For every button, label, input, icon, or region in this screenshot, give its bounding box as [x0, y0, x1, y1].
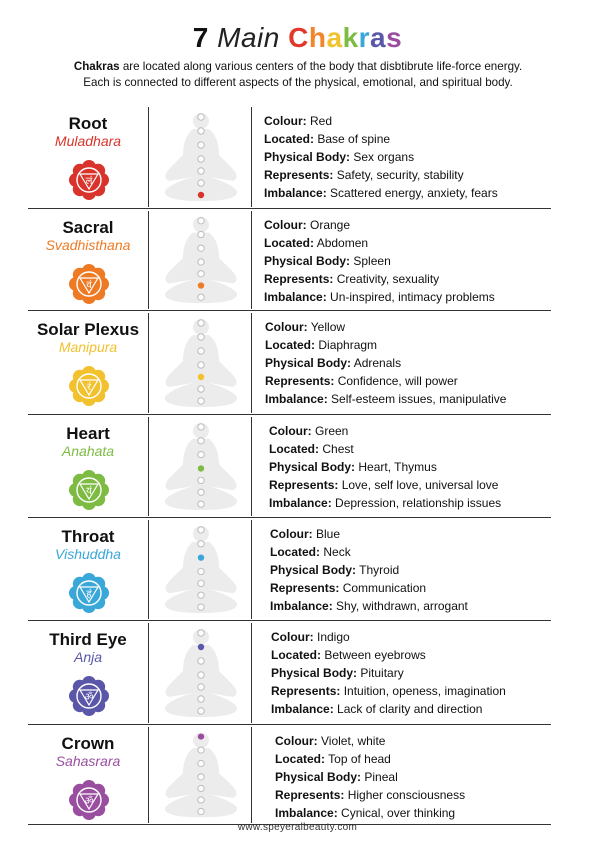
chakra-info-colour — [271, 628, 561, 646]
chakra-info — [269, 422, 559, 512]
chakra-row-third-eye — [28, 621, 551, 725]
info-label: Physical Body: — [275, 770, 362, 784]
info-value: Top of head — [328, 752, 391, 766]
info-label: Colour: — [264, 114, 307, 128]
info-label: Physical Body: — [270, 563, 357, 577]
info-label: Colour: — [270, 527, 313, 541]
info-value: Red — [310, 114, 333, 128]
info-label: Physical Body: — [269, 460, 356, 474]
chakra-row-solar-plexus — [28, 311, 551, 415]
info-label: Represents: — [264, 272, 334, 286]
chakra-info-physical — [275, 768, 565, 786]
chakra-table — [28, 105, 551, 825]
sacral-chakra-icon — [68, 263, 110, 305]
chakra-name: Crown — [61, 734, 115, 753]
info-value: Orange — [310, 218, 351, 232]
chakra-name: Solar Plexus — [36, 320, 140, 339]
heart-chakra-icon — [68, 469, 110, 511]
chakra-info-colour — [270, 525, 560, 543]
info-label: Represents: — [275, 788, 345, 802]
chakra-info-physical — [264, 148, 554, 166]
chakra-glyph: ॐ — [84, 796, 94, 807]
chakra-row-sacral — [28, 209, 551, 311]
info-label: Represents: — [265, 374, 335, 388]
title-letter: a — [326, 22, 343, 53]
chakra-info-located — [265, 336, 555, 354]
chakra-info-located — [264, 234, 554, 252]
chakra-glyph: ॐ — [84, 692, 94, 703]
info-value: Depression, relationship issues — [335, 496, 502, 510]
intro-line-1-rest: are located along various centers of the body that disbtibrute life-force energy. — [119, 60, 523, 73]
chakra-info — [264, 112, 554, 202]
chakra-info-colour — [265, 318, 555, 336]
chakra-info-located — [271, 646, 561, 664]
info-label: Physical Body: — [264, 150, 351, 164]
throat-chakra-icon — [68, 572, 110, 614]
meditation-figure — [148, 623, 252, 723]
title-letter: a — [370, 22, 387, 53]
chakra-info-represents — [264, 166, 554, 184]
info-label: Colour: — [271, 630, 314, 644]
info-value: Adrenals — [353, 356, 402, 370]
title-letter: h — [308, 22, 327, 53]
info-label: Represents: — [271, 684, 341, 698]
info-value: Intuition, openess, imagination — [343, 684, 506, 698]
info-value: Diaphragm — [318, 338, 378, 352]
chakra-info-imbalance — [264, 184, 554, 202]
info-label: Located: — [275, 752, 326, 766]
info-label: Colour: — [269, 424, 312, 438]
chakra-info-physical — [271, 664, 561, 682]
info-label: Physical Body: — [271, 666, 358, 680]
info-label: Located: — [264, 236, 315, 250]
chakra-info-imbalance — [269, 494, 559, 512]
chakra-info-located — [275, 750, 565, 768]
chakra-info-represents — [270, 579, 560, 597]
info-value: Cynical, over thinking — [341, 806, 456, 820]
info-label: Colour: — [275, 734, 318, 748]
info-value: Communication — [342, 581, 427, 595]
info-value: Abdomen — [316, 236, 369, 250]
chakra-info-imbalance — [270, 597, 560, 615]
chakra-sanskrit-name: Muladhara — [54, 133, 122, 149]
chakra-info — [264, 216, 554, 306]
title-word — [288, 22, 402, 53]
chakra-glyph: यं — [86, 486, 92, 497]
solar-plexus-chakra-icon — [68, 365, 110, 407]
meditation-figure — [148, 417, 252, 516]
info-value: Love, self love, universal love — [341, 478, 499, 492]
chakra-sanskrit-name: Manipura — [58, 339, 118, 355]
chakra-sanskrit-name: Svadhisthana — [45, 237, 131, 253]
chakra-info-imbalance — [271, 700, 561, 718]
info-value: Sex organs — [353, 150, 415, 164]
info-label: Located: — [271, 648, 322, 662]
chakra-info-located — [269, 440, 559, 458]
info-value: Self-esteem issues, manipulative — [331, 392, 507, 406]
chakra-info — [265, 318, 555, 408]
info-label: Colour: — [264, 218, 307, 232]
chakra-info-imbalance — [275, 804, 565, 822]
info-value: Green — [315, 424, 349, 438]
info-label: Imbalance: — [271, 702, 334, 716]
chakra-info — [271, 628, 561, 718]
info-value: Pituitary — [360, 666, 404, 680]
page-title — [0, 22, 595, 54]
info-value: Heart, Thymus — [358, 460, 437, 474]
root-chakra-icon — [68, 159, 110, 201]
info-value: Pineal — [364, 770, 398, 784]
title-letter: r — [358, 22, 371, 53]
info-label: Imbalance: — [264, 290, 327, 304]
intro-line-1 — [28, 59, 568, 75]
info-label: Imbalance: — [269, 496, 332, 510]
chakra-info-represents — [265, 372, 555, 390]
info-value: Chest — [322, 442, 354, 456]
chakra-glyph: लं — [85, 176, 93, 187]
chakra-info-represents — [269, 476, 559, 494]
chakra-name: Third Eye — [49, 630, 127, 649]
info-label: Physical Body: — [265, 356, 352, 370]
info-value: Neck — [323, 545, 351, 559]
info-value: Higher consciousness — [347, 788, 466, 802]
chakra-sanskrit-name: Sahasrara — [55, 753, 121, 769]
intro-line-2: Each is connected to different aspects of the physical, emotional, and spiritual body. — [83, 76, 513, 89]
chakra-info-represents — [271, 682, 561, 700]
chakra-info-imbalance — [264, 288, 554, 306]
meditation-figure — [148, 727, 252, 823]
info-label: Physical Body: — [264, 254, 351, 268]
info-value: Safety, security, stability — [336, 168, 464, 182]
info-label: Represents: — [270, 581, 340, 595]
chakra-info — [270, 525, 560, 615]
crown-chakra-icon — [68, 779, 110, 821]
info-value: Creativity, sexuality — [336, 272, 440, 286]
meditation-figure — [148, 107, 252, 207]
chakra-info-represents — [264, 270, 554, 288]
chakra-info-physical — [264, 252, 554, 270]
info-value: Un-inspired, intimacy problems — [330, 290, 495, 304]
info-label: Located: — [269, 442, 320, 456]
chakra-name: Throat — [61, 527, 115, 546]
info-label: Imbalance: — [264, 186, 327, 200]
meditation-figure — [148, 211, 252, 309]
info-label: Located: — [270, 545, 321, 559]
info-value: Lack of clarity and direction — [337, 702, 483, 716]
intro-text — [28, 59, 568, 91]
info-label: Imbalance: — [275, 806, 338, 820]
footer-url[interactable]: www.speyeralbeauty.com — [237, 822, 358, 833]
chakra-sanskrit-name: Anahata — [61, 443, 115, 459]
info-value: Violet, white — [321, 734, 386, 748]
info-value: Blue — [316, 527, 341, 541]
info-label: Imbalance: — [270, 599, 333, 613]
chakra-glyph: वं — [86, 280, 92, 291]
meditation-figure — [148, 520, 252, 619]
chakra-info — [275, 732, 565, 822]
chakra-info-represents — [275, 786, 565, 804]
chakra-info-physical — [265, 354, 555, 372]
chakra-glyph: हं — [86, 589, 92, 600]
chakra-info-imbalance — [265, 390, 555, 408]
info-label: Located: — [264, 132, 315, 146]
title-letter: s — [386, 22, 403, 53]
info-value: Between eyebrows — [324, 648, 426, 662]
third-eye-chakra-icon — [68, 675, 110, 717]
info-value: Base of spine — [317, 132, 391, 146]
info-value: Confidence, will power — [337, 374, 458, 388]
intro-bold: Chakras — [73, 60, 120, 73]
chakra-info-colour — [269, 422, 559, 440]
info-value: Scattered energy, anxiety, fears — [330, 186, 498, 200]
chakra-info-colour — [275, 732, 565, 750]
chakra-info-colour — [264, 112, 554, 130]
info-label: Represents: — [269, 478, 339, 492]
info-value: Yellow — [310, 320, 346, 334]
chakra-info-colour — [264, 216, 554, 234]
chakra-info-physical — [270, 561, 560, 579]
chakra-sanskrit-name: Vishuddha — [55, 546, 121, 562]
chakra-info-located — [270, 543, 560, 561]
chakra-info-physical — [269, 458, 559, 476]
info-label: Represents: — [264, 168, 334, 182]
info-label: Imbalance: — [265, 392, 328, 406]
meditation-figure — [148, 313, 252, 413]
chakra-row-throat — [28, 518, 551, 621]
chakra-name: Sacral — [62, 218, 114, 237]
title-letter: k — [342, 22, 359, 53]
chakra-glyph: रं — [86, 382, 92, 393]
title-number: 7 — [192, 22, 209, 53]
chakra-row-crown — [28, 725, 551, 825]
info-label: Colour: — [265, 320, 308, 334]
chakra-row-heart — [28, 415, 551, 518]
chakra-sanskrit-name: Anja — [73, 649, 103, 665]
chakra-info-located — [264, 130, 554, 148]
title-letter: C — [288, 22, 309, 53]
title-main: Main — [217, 22, 280, 53]
info-value: Spleen — [353, 254, 391, 268]
info-label: Located: — [265, 338, 316, 352]
chakra-name: Heart — [66, 424, 110, 443]
info-value: Thyroid — [359, 563, 400, 577]
info-value: Shy, withdrawn, arrogant — [336, 599, 468, 613]
info-value: Indigo — [317, 630, 350, 644]
chakra-name: Root — [68, 114, 108, 133]
chakra-row-root — [28, 105, 551, 209]
